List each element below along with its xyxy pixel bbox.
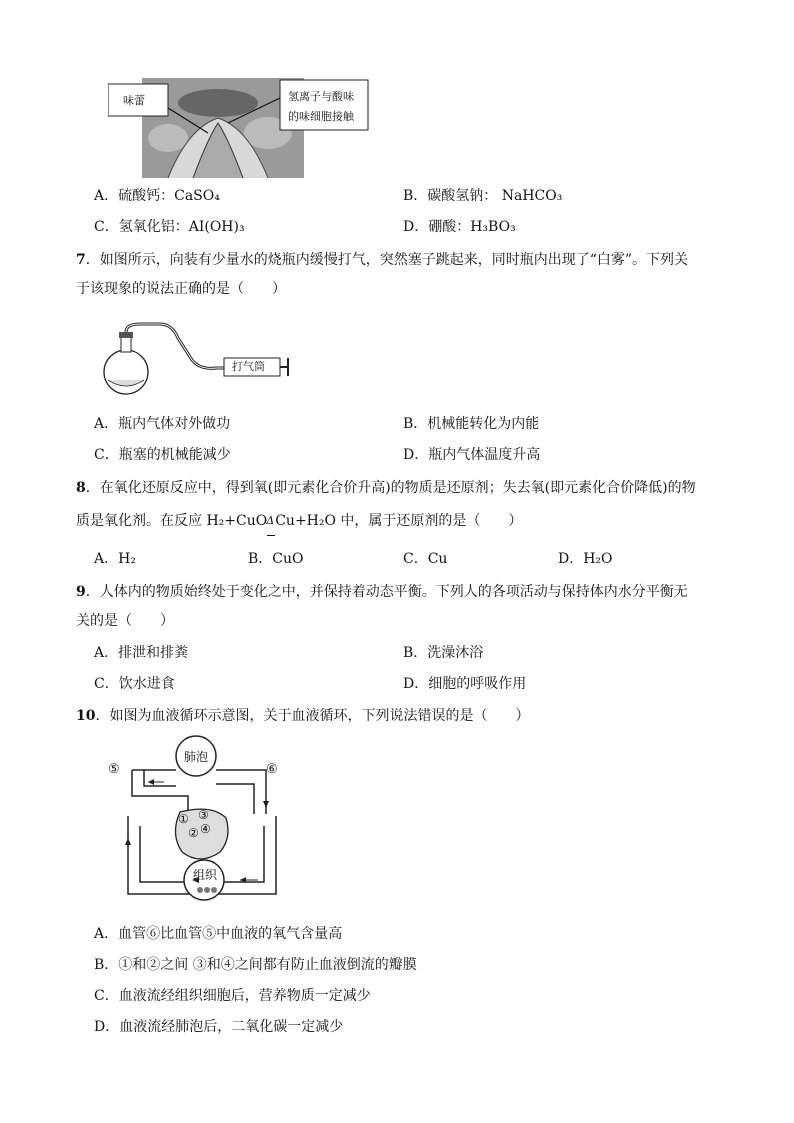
- q10-option-c[interactable]: C．血液流经组织细胞后，营养物质一定减少: [94, 988, 371, 1004]
- blood-circulation-figure: [108, 734, 298, 902]
- q7-stem-line-1: [76, 250, 688, 270]
- q8-stem-text-1: ．在氧化还原反应中，得到氧(即元素化合价升高)的物质是还原剂；失去氧(即元素化合价降低)的物: [85, 480, 696, 496]
- taste-bud-figure: [108, 78, 370, 178]
- q9-option-c[interactable]: C．饮水进食: [94, 676, 175, 692]
- q9-option-b[interactable]: B．洗澡沐浴: [403, 645, 484, 661]
- q6-option-c[interactable]: C．氢氧化铝：AI(OH)₃: [94, 219, 245, 235]
- label-4: ④: [200, 822, 211, 836]
- flask-pump-figure: [100, 322, 300, 402]
- q6-option-a[interactable]: A．硫酸钙：CaSO₄: [94, 188, 220, 204]
- q7-option-d[interactable]: D．瓶内气体温度升高: [403, 447, 541, 463]
- pump-label: 打气筒: [232, 360, 265, 373]
- q10-option-a[interactable]: A．血管⑥比血管⑤中血液的氧气含量高: [94, 926, 343, 942]
- q8-option-a[interactable]: A．H₂: [94, 551, 136, 567]
- label-3: ③: [198, 808, 209, 822]
- q7-option-b[interactable]: B．机械能转化为内能: [403, 416, 540, 432]
- label-2: ②: [188, 826, 199, 840]
- q8-stem-text-2b: Cu+H₂O 中，属于还原剂的是（ ）: [275, 513, 523, 529]
- q7-option-c[interactable]: C．瓶塞的机械能减少: [94, 447, 231, 463]
- q9-stem-line-1: [76, 582, 688, 602]
- q8-stem-line-1: [76, 478, 696, 498]
- q6-option-b[interactable]: B．碳酸氢钠： NaHCO₃: [403, 188, 563, 204]
- q10-stem-text-1: ．如图为血液循环示意图，关于血液循环，下列说法错误的是（ ）: [95, 708, 530, 724]
- label-5: ⑤: [108, 762, 120, 777]
- q8-option-d[interactable]: D．H₂O: [558, 551, 613, 567]
- q8-number: 8: [76, 480, 86, 496]
- q9-option-d[interactable]: D．细胞的呼吸作用: [403, 676, 527, 692]
- label-6: ⑥: [266, 762, 278, 777]
- q9-stem-text-1: ．人体内的物质始终处于变化之中，并保持着动态平衡。下列人的各项活动与保持体内水分平衡无: [85, 584, 688, 600]
- q10-option-b[interactable]: B．①和②之间 ③和④之间都有防止血液倒流的瓣膜: [94, 957, 417, 973]
- hydrogen-ion-label-2: 的味细胞接触: [288, 110, 354, 123]
- label-1: ①: [178, 812, 189, 826]
- tissue-label: 组织: [193, 868, 218, 882]
- q9-option-a[interactable]: A．排泄和排粪: [94, 645, 189, 661]
- q10-stem-line-1: [76, 706, 529, 726]
- q7-option-a[interactable]: A．瓶内气体对外做功: [94, 416, 231, 432]
- delta-symbol: Δ: [266, 514, 275, 527]
- q8-option-c[interactable]: C．Cu: [403, 551, 448, 567]
- q10-option-d[interactable]: D．血液流经肺泡后，二氧化碳一定减少: [94, 1019, 344, 1035]
- flask-pump-diagram: [100, 322, 300, 402]
- q7-stem-line-2: 于该现象的说法正确的是（ ）: [76, 281, 286, 297]
- q8-stem-text-2a: 质是氧化剂。在反应 H₂+CuO: [76, 513, 268, 529]
- q8-option-b[interactable]: B．CuO: [248, 551, 304, 567]
- taste-bud-label: 味蕾: [123, 94, 145, 107]
- q10-number: 10: [76, 708, 96, 724]
- hydrogen-ion-label-1: 氢离子与酸味: [288, 90, 354, 103]
- q9-stem-line-2: 关的是（ ）: [76, 613, 174, 629]
- q9-number: 9: [76, 584, 86, 600]
- q8-stem-line-2: [76, 511, 522, 531]
- q7-number: 7: [76, 252, 86, 268]
- lung-alveoli-label: 肺泡: [184, 750, 209, 764]
- q7-stem-text-1: ．如图所示，向装有少量水的烧瓶内缓慢打气，突然塞子跳起来，同时瓶内出现了“白雾”。下列关: [85, 252, 689, 268]
- q6-option-d[interactable]: D．硼酸：H₃BO₃: [403, 219, 516, 235]
